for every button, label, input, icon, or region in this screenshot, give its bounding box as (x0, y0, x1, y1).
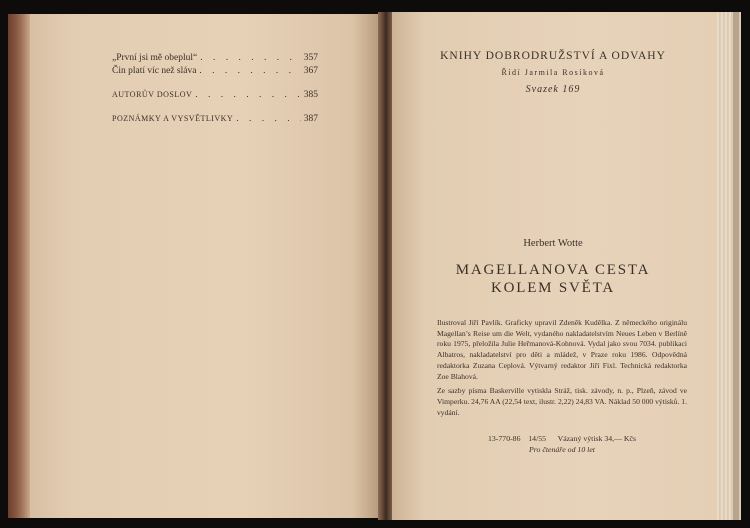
toc-entry (112, 88, 318, 102)
toc-entry-page: 387 (303, 114, 318, 124)
toc-entry-page: 367 (303, 66, 318, 76)
toc-leader-dots (192, 89, 300, 102)
toc-entry-title: Čin platí víc než sláva (112, 66, 197, 76)
toc-entry-title: POZNÁMKY A VYSVĚTLIVKY (112, 114, 234, 123)
publication-codes (437, 433, 687, 455)
toc-entry-page: 357 (303, 53, 318, 63)
toc-leader-dots (233, 113, 301, 126)
toc-entry (112, 65, 318, 78)
series-volume: Svazek 169 (525, 84, 581, 95)
toc-leader-dots (196, 65, 300, 78)
toc-entry-title: „První jsi mě obeplul“ (112, 53, 198, 63)
left-page-edges (8, 14, 30, 518)
price-line: 13-770-86 14/55 Vázaný výtisk 34,— Kčs (488, 434, 636, 443)
book-gutter (378, 12, 392, 520)
book-author: Herbert Wotte (523, 238, 583, 249)
imprint (437, 318, 687, 418)
book-title-line: KOLEM SVĚTA (490, 280, 615, 296)
book-title-line: MAGELLANOVA CESTA (455, 262, 651, 278)
toc-entry (112, 112, 318, 126)
toc-entry-title: AUTORŮV DOSLOV (112, 90, 193, 99)
imprint-printing: Ze sazby písma Baskerville vytiskla Stráž, tisk. závody, n. p., Plzeň, závod ve Vimperku. 24,76 AA (22,54 text, ilustr. 2,22) 24,83 VA. Náklad 50 000 výtisků. 1. vydání. (437, 386, 687, 417)
series-header (420, 50, 686, 95)
series-editor: Řídí Jarmila Rosíková (501, 68, 605, 77)
book-title (420, 261, 686, 297)
audience-line: Pro čtenáře od 10 let (529, 445, 595, 454)
toc-entry (112, 52, 318, 65)
toc-entry-page: 385 (303, 90, 318, 100)
series-title: KNIHY DOBRODRUŽSTVÍ A ODVAHY (440, 50, 666, 62)
toc-leader-dots (197, 52, 301, 65)
table-of-contents (112, 52, 318, 126)
imprint-credits: Ilustroval Jiří Pavlík. Graficky upravil Zdeněk Kudělka. Z německého originálu Magellan’s Reise um die Welt, vydaného nakladatelstvím Neues Leben v Berlíně roku 1975, přeložila Julie Heřmanová-Kohnová. Vydal jako svou 7034. publikaci Albatros, nakladatelství pro děti a mládež, v Praze roku 1986. Odpovědná redaktorka Zuzana Ceplová. Výtvarný redaktor Jiří Fixl. Technická redaktorka Zoe Blahová. (437, 318, 687, 381)
right-page-edge-tip (733, 12, 739, 520)
